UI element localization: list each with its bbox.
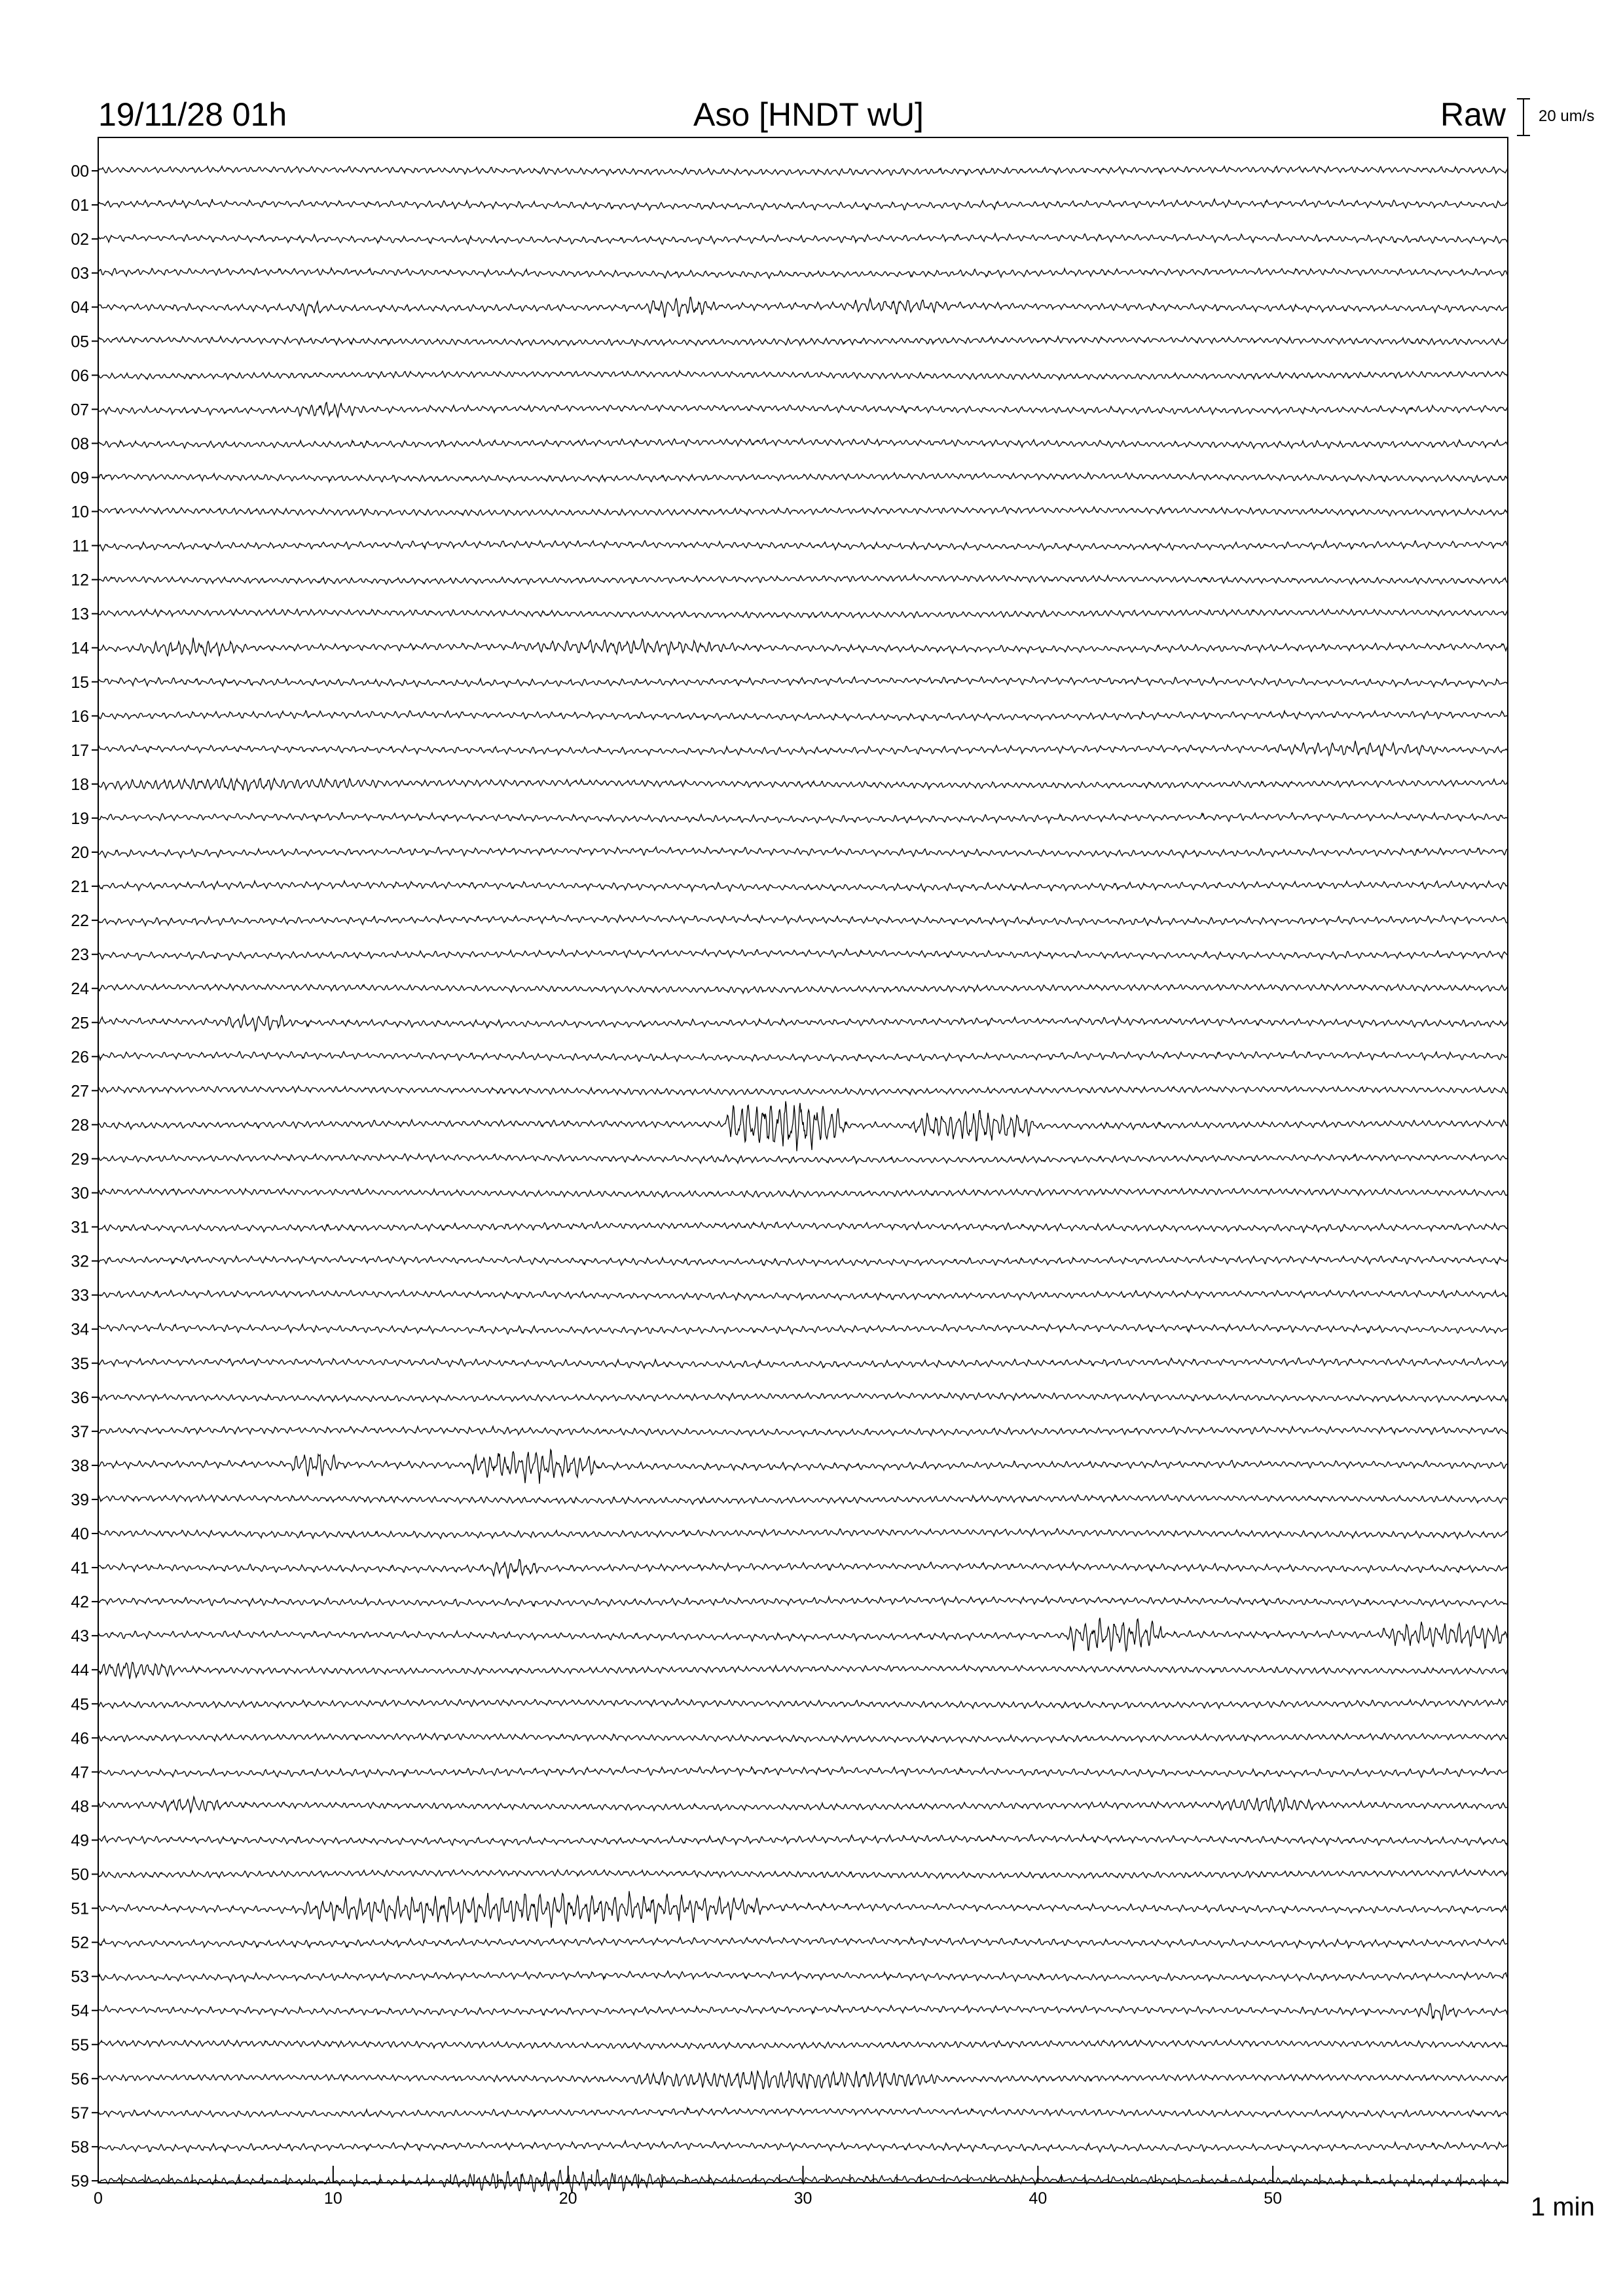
trace-row-27 — [98, 1086, 1508, 1095]
row-label-45: 45 — [71, 1695, 89, 1714]
row-label-39: 39 — [71, 1490, 89, 1509]
trace-row-01 — [98, 199, 1508, 210]
x-tick-label-40: 40 — [1029, 2189, 1048, 2208]
trace-row-02 — [98, 234, 1508, 245]
row-label-27: 27 — [71, 1082, 89, 1101]
trace-row-50 — [98, 1869, 1508, 1878]
row-label-00: 00 — [71, 162, 89, 181]
trace-row-47 — [98, 1767, 1508, 1778]
row-label-24: 24 — [71, 980, 89, 999]
trace-row-30 — [98, 1189, 1508, 1198]
row-label-21: 21 — [71, 878, 89, 897]
trace-row-28 — [98, 1102, 1508, 1151]
station-title: Aso [HNDT wU] — [693, 96, 924, 133]
trace-row-42 — [98, 1596, 1508, 1607]
trace-row-00 — [98, 166, 1508, 175]
row-label-54: 54 — [71, 2001, 89, 2020]
mode-label: Raw — [1440, 96, 1506, 133]
row-label-01: 01 — [71, 196, 89, 215]
trace-row-07 — [98, 403, 1508, 417]
trace-row-44 — [98, 1662, 1508, 1679]
trace-row-24 — [98, 984, 1508, 994]
row-label-48: 48 — [71, 1797, 89, 1816]
trace-row-29 — [98, 1154, 1508, 1164]
x-unit-label: 1 min — [1531, 2193, 1595, 2221]
row-label-31: 31 — [71, 1218, 89, 1237]
trace-row-58 — [98, 2141, 1508, 2152]
trace-row-21 — [98, 881, 1508, 891]
x-tick-label-20: 20 — [558, 2189, 577, 2208]
trace-row-03 — [98, 268, 1508, 278]
row-label-51: 51 — [71, 1899, 89, 1918]
row-label-47: 47 — [71, 1763, 89, 1782]
scale-label: 20 um/s — [1539, 107, 1595, 125]
trace-row-43 — [98, 1618, 1508, 1651]
row-label-group — [71, 162, 98, 2191]
trace-row-20 — [98, 847, 1508, 857]
row-label-53: 53 — [71, 1967, 89, 1986]
trace-row-54 — [98, 2003, 1508, 2020]
row-label-43: 43 — [71, 1627, 89, 1646]
trace-row-04 — [98, 297, 1508, 317]
x-tick-label-50: 50 — [1264, 2189, 1283, 2208]
trace-row-18 — [98, 778, 1508, 792]
trace-row-38 — [98, 1450, 1508, 1484]
row-label-59: 59 — [71, 2172, 89, 2191]
trace-row-34 — [98, 1323, 1508, 1335]
trace-row-10 — [98, 507, 1508, 516]
row-label-49: 49 — [71, 1831, 89, 1850]
row-label-07: 07 — [71, 401, 89, 420]
trace-row-22 — [98, 915, 1508, 926]
x-tick-label-30: 30 — [793, 2189, 812, 2208]
row-label-35: 35 — [71, 1354, 89, 1373]
trace-row-49 — [98, 1835, 1508, 1846]
trace-row-13 — [98, 609, 1508, 619]
row-label-08: 08 — [71, 435, 89, 454]
row-label-15: 15 — [71, 673, 89, 692]
trace-row-05 — [98, 336, 1508, 346]
trace-row-45 — [98, 1699, 1508, 1709]
trace-row-39 — [98, 1495, 1508, 1505]
trace-row-40 — [98, 1529, 1508, 1539]
row-label-25: 25 — [71, 1014, 89, 1033]
row-label-34: 34 — [71, 1320, 89, 1339]
row-label-55: 55 — [71, 2036, 89, 2054]
row-label-52: 52 — [71, 1933, 89, 1952]
row-label-10: 10 — [71, 503, 89, 522]
row-label-50: 50 — [71, 1865, 89, 1884]
trace-row-35 — [98, 1358, 1508, 1369]
row-label-40: 40 — [71, 1525, 89, 1543]
row-label-16: 16 — [71, 707, 89, 726]
row-label-14: 14 — [71, 639, 89, 658]
row-label-22: 22 — [71, 912, 89, 931]
row-label-44: 44 — [71, 1661, 89, 1680]
trace-row-14 — [98, 637, 1508, 656]
row-label-41: 41 — [71, 1559, 89, 1578]
trace-row-17 — [98, 741, 1508, 756]
row-label-42: 42 — [71, 1593, 89, 1612]
row-label-32: 32 — [71, 1252, 89, 1271]
row-label-28: 28 — [71, 1116, 89, 1135]
trace-group — [98, 166, 1508, 2192]
trace-row-25 — [98, 1014, 1508, 1031]
datetime-title: 19/11/28 01h — [98, 96, 287, 133]
row-label-17: 17 — [71, 741, 89, 760]
row-label-56: 56 — [71, 2070, 89, 2089]
trace-row-09 — [98, 473, 1508, 482]
x-tick-label-10: 10 — [323, 2189, 342, 2208]
trace-row-33 — [98, 1290, 1508, 1300]
amplitude-scale-bar — [1517, 99, 1594, 135]
row-label-29: 29 — [71, 1150, 89, 1169]
trace-row-32 — [98, 1256, 1508, 1266]
x-tick-label-0: 0 — [94, 2189, 103, 2208]
trace-row-48 — [98, 1797, 1508, 1812]
trace-row-08 — [98, 439, 1508, 448]
row-label-09: 09 — [71, 469, 89, 488]
row-label-46: 46 — [71, 1729, 89, 1748]
row-label-30: 30 — [71, 1184, 89, 1203]
row-label-03: 03 — [71, 264, 89, 283]
trace-row-31 — [98, 1222, 1508, 1232]
trace-row-56 — [98, 2070, 1508, 2090]
row-label-26: 26 — [71, 1048, 89, 1067]
row-label-13: 13 — [71, 605, 89, 624]
row-label-58: 58 — [71, 2138, 89, 2157]
row-label-02: 02 — [71, 230, 89, 249]
row-label-57: 57 — [71, 2104, 89, 2123]
row-label-18: 18 — [71, 775, 89, 794]
trace-row-15 — [98, 677, 1508, 687]
row-label-36: 36 — [71, 1388, 89, 1407]
trace-row-19 — [98, 813, 1508, 823]
trace-row-57 — [98, 2108, 1508, 2119]
trace-row-36 — [98, 1393, 1508, 1403]
trace-row-46 — [98, 1733, 1508, 1742]
trace-row-16 — [98, 711, 1508, 721]
trace-row-37 — [98, 1426, 1508, 1436]
row-label-23: 23 — [71, 946, 89, 965]
trace-row-23 — [98, 949, 1508, 960]
row-label-12: 12 — [71, 571, 89, 590]
trace-row-53 — [98, 1971, 1508, 1982]
row-label-19: 19 — [71, 809, 89, 828]
trace-row-55 — [98, 2040, 1508, 2049]
row-label-20: 20 — [71, 844, 89, 862]
row-label-38: 38 — [71, 1456, 89, 1475]
row-label-37: 37 — [71, 1422, 89, 1441]
trace-row-12 — [98, 575, 1508, 584]
row-label-33: 33 — [71, 1286, 89, 1305]
trace-row-51 — [98, 1891, 1508, 1928]
trace-row-11 — [98, 541, 1508, 550]
row-label-06: 06 — [71, 367, 89, 386]
trace-row-06 — [98, 371, 1508, 380]
trace-row-26 — [98, 1051, 1508, 1062]
x-axis — [94, 2166, 1508, 2208]
trace-row-52 — [98, 1937, 1508, 1948]
row-label-11: 11 — [72, 537, 89, 556]
row-label-04: 04 — [71, 298, 89, 317]
row-label-05: 05 — [71, 332, 89, 351]
trace-row-41 — [98, 1560, 1508, 1579]
